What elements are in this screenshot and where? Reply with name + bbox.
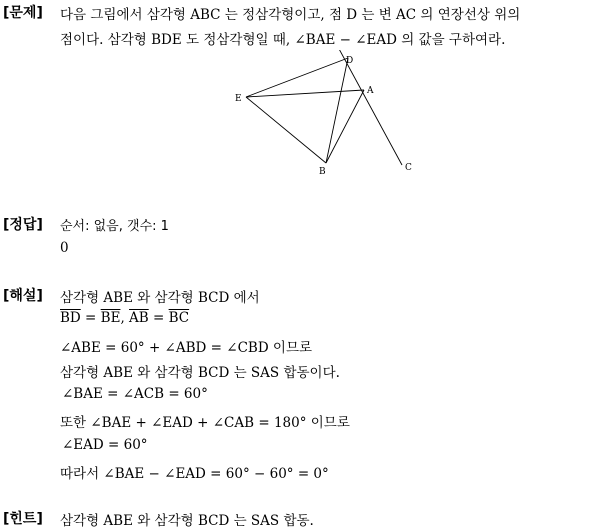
explanation-line-7: ∠EAD = 60°: [62, 437, 148, 453]
point-label-A: A: [367, 86, 374, 96]
point-label-B: B: [319, 167, 326, 177]
explanation-line-8: 따라서 ∠BAE − ∠EAD = 60° − 60° = 0°: [60, 466, 329, 482]
problem-label: [문제]: [3, 5, 43, 21]
point-label-E: E: [235, 94, 242, 104]
triangle-figure: [230, 50, 430, 180]
segment-AB: $\overline{AB}$: [129, 310, 149, 326]
segment-BC: $\overline{BC}$: [168, 310, 190, 326]
equals-sign: =: [80, 310, 101, 326]
answer-label: [정답]: [3, 217, 43, 233]
answer-meta: 순서: 없음, 갯수: 1: [60, 219, 169, 234]
explanation-line-6: 또한 ∠BAE + ∠EAD + ∠CAB = 180° 이므로: [60, 415, 350, 431]
explanation-line-3: ∠ABE = 60° + ∠ABD = ∠CBD 이므로: [60, 340, 313, 356]
line-DC-extension: [338, 50, 402, 165]
segment-BE: $\overline{BE}$: [100, 310, 121, 326]
segment-ED: [246, 58, 348, 97]
segment-BD: $\overline{BD}$: [60, 310, 81, 326]
comma-separator: ,: [120, 310, 130, 326]
explanation-line-2: [60, 310, 189, 326]
explanation-line-1: 삼각형 ABE 와 삼각형 BCD 에서: [60, 290, 260, 306]
segment-AB: [326, 90, 364, 163]
segment-EB: [246, 97, 326, 163]
segment-EA: [246, 90, 364, 97]
hint-text: 삼각형 ABE 와 삼각형 BCD 는 SAS 합동.: [60, 513, 314, 529]
explanation-label: [해설]: [3, 288, 43, 304]
explanation-line-4: 삼각형 ABE 와 삼각형 BCD 는 SAS 합동이다.: [60, 365, 340, 381]
point-label-D: D: [346, 56, 354, 66]
point-label-C: C: [405, 163, 412, 173]
answer-value: 0: [60, 240, 69, 256]
problem-text-line-1: 다음 그림에서 삼각형 ABC 는 정삼각형이고, 점 D 는 변 AC 의 연장선상 위의: [60, 7, 521, 23]
problem-text-line-2: 점이다. 삼각형 BDE 도 정삼각형일 때, ∠BAE − ∠EAD 의 값을 구하여라.: [60, 32, 506, 48]
hint-label: [힌트]: [3, 511, 43, 527]
segment-DB: [326, 58, 348, 163]
explanation-line-5: ∠BAE = ∠ACB = 60°: [62, 386, 208, 402]
equals-sign: =: [148, 310, 169, 326]
